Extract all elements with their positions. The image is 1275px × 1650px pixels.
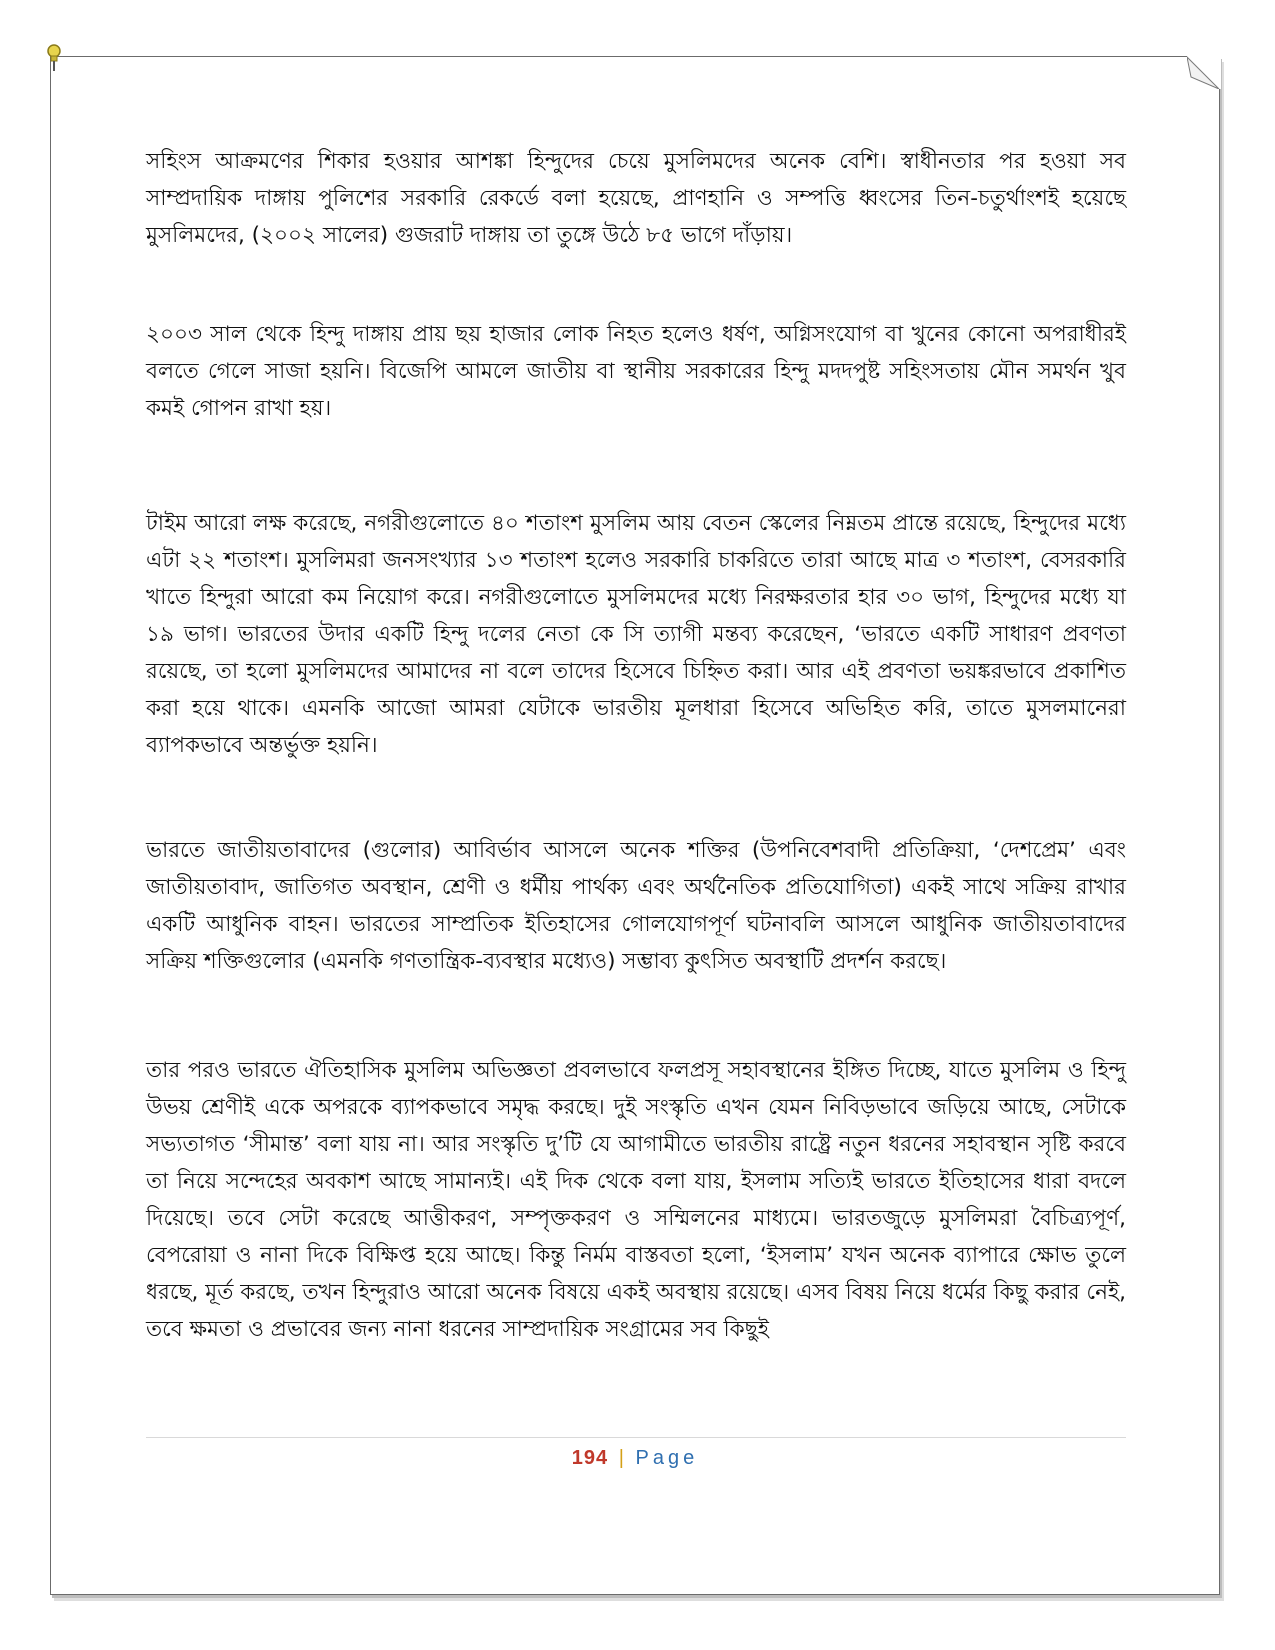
page-number: 194: [571, 1447, 609, 1469]
footer-separator: |: [618, 1447, 625, 1469]
pushpin-icon: [43, 43, 65, 73]
paragraph-3: টাইম আরো লক্ষ করেছে, নগরীগুলোতে ৪০ শতাংশ মুসলিম আয় বেতন স্কেলের নিম্নতম প্রান্তে রয়েছে, হিন্দুদের মধ্যে এটা ২২ শতাংশ। মুসলিমরা জনসংখ্যার ১৩ শতাংশ হলেও সরকারি চাকরিতে তারা আছে মাত্র ৩ শতাংশ, বেসরকারি খাতে হিন্দুরা আরো কম নিয়োগ করে। নগরীগুলোতে মুসলিমদের মধ্যে নিরক্ষরতার হার ৩০ ভাগ, হিন্দুদের মধ্যে যা ১৯ ভাগ। ভারতের উদার একটি হিন্দু দলের নেতা কে সি ত্যাগী মন্তব্য করেছেন, ‘ভারতে একটি সাধারণ প্রবণতা রয়েছে, তা হলো মুসলিমদের আমাদের না বলে তাদের হিসেবে চিহ্নিত করা। আর এই প্রবণতা ভয়ঙ্করভাবে প্রকাশিত করা হয়ে থাকে। এমনকি আজো আমরা যেটাকে ভারতীয় মূলধারা হিসেবে অভিহিত করি, তাতে মুসলমানেরা ব্যাপকভাবে অন্তর্ভুক্ত হয়নি।: [146, 511, 1126, 758]
paragraph-1: সহিংস আক্রমণের শিকার হওয়ার আশঙ্কা হিন্দুদের চেয়ে মুসলিমদের অনেক বেশি। স্বাধীনতার পর হওয়া সব সাম্প্রদায়িক দাঙ্গায় পুলিশের সরকারি রেকর্ডে বলা হয়েছে, প্রাণহানি ও সম্পত্তি ধ্বংসের তিন-চতুর্থাংশই হয়েছে মুসলিমদের, (২০০২ সালের) গুজরাট দাঙ্গায় তা তুঙ্গে উঠে ৮৫ ভাগে দাঁড়ায়।: [146, 149, 1126, 248]
document-page: [50, 56, 1220, 1595]
page-body: [146, 143, 1126, 1348]
paragraph-2: ২০০৩ সাল থেকে হিন্দু দাঙ্গায় প্রায় ছয় হাজার লোক নিহত হলেও ধর্ষণ, অগ্নিসংযোগ বা খুনের কোনো অপরাধীরই বলতে গেলে সাজা হয়নি। বিজেপি আমলে জাতীয় বা স্থানীয় সরকারের হিন্দু মদদপুষ্ট সহিংসতায় মৌন সমর্থন খুব কমই গোপন রাখা হয়।: [146, 322, 1126, 421]
footer-divider: [146, 1437, 1126, 1438]
page-label: Page: [635, 1447, 699, 1469]
folded-corner-icon: [1187, 55, 1221, 89]
paragraph-5: তার পরও ভারতে ঐতিহাসিক মুসলিম অভিজ্ঞতা প্রবলভাবে ফলপ্রসূ সহাবস্থানের ইঙ্গিত দিচ্ছে, যাতে মুসলিম ও হিন্দু উভয় শ্রেণীই একে অপরকে ব্যাপকভাবে সমৃদ্ধ করছে। দুই সংস্কৃতি এখন যেমন নিবিড়ভাবে জড়িয়ে আছে, সেটাকে সভ্যতাগত ‘সীমান্ত’ বলা যায় না। আর সংস্কৃতি দু’টি যে আগামীতে ভারতীয় রাষ্ট্রে নতুন ধরনের সহাবস্থান সৃষ্টি করবে তা নিয়ে সন্দেহের অবকাশ আছে সামান্যই। এই দিক থেকে বলা যায়, ইসলাম সত্যিই ভারতে ইতিহাসের ধারা বদলে দিয়েছে। তবে সেটা করেছে আত্তীকরণ, সম্পৃক্তকরণ ও সম্মিলনের মাধ্যমে। ভারতজুড়ে মুসলিমরা বৈচিত্র্যপূর্ণ, বেপরোয়া ও নানা দিকে বিক্ষিপ্ত হয়ে আছে। কিন্তু নির্মম বাস্তবতা হলো, ‘ইসলাম’ যখন অনেক ব্যাপারে ক্ষোভ তুলে ধরছে, মূর্ত করছে, তখন হিন্দুরাও আরো অনেক বিষয়ে একই অবস্থায় রয়েছে। এসব বিষয় নিয়ে ধর্মের কিছু করার নেই, তবে ক্ষমতা ও প্রভাবের জন্য নানা ধরনের সাম্প্রদায়িক সংগ্রামের সব কিছুই: [146, 1058, 1126, 1342]
paragraph-4: ভারতে জাতীয়তাবাদের (গুলোর) আবির্ভাব আসলে অনেক শক্তির (উপনিবেশবাদী প্রতিক্রিয়া, ‘দেশপ্রেম’ এবং জাতীয়তাবাদ, জাতিগত অবস্থান, শ্রেণী ও ধর্মীয় পার্থক্য এবং অর্থনৈতিক প্রতিযোগিতা) একই সাথে সক্রিয় রাখার একটি আধুনিক বাহন। ভারতের সাম্প্রতিক ইতিহাসের গোলযোগপূর্ণ ঘটনাবলি আসলে আধুনিক জাতীয়তাবাদের সক্রিয় শক্তিগুলোর (এমনকি গণতান্ত্রিক-ব্যবস্থার মধ্যেও) সম্ভাব্য কুৎসিত অবস্থাটি প্রদর্শন করছে।: [146, 838, 1126, 974]
page-footer: [51, 1447, 1219, 1470]
